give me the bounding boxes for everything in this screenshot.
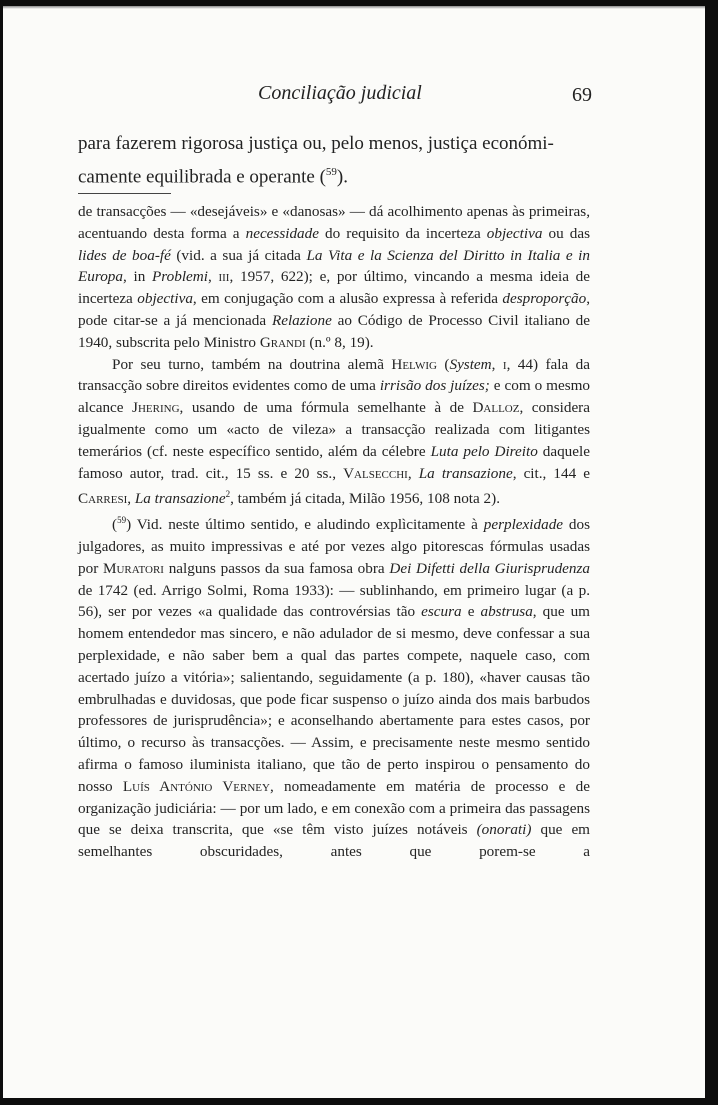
text-run: ( bbox=[112, 516, 118, 534]
text-run: necessidade bbox=[245, 224, 319, 242]
text-run: (n.º 8, 19). bbox=[305, 333, 374, 351]
footnote-separator bbox=[78, 193, 171, 194]
running-head-title: Conciliação judicial bbox=[258, 82, 422, 104]
main-text-line-2-end: ). bbox=[336, 166, 348, 188]
text-run: , também já citada, Milão 1956, 108 nota 2). bbox=[230, 490, 500, 508]
text-run: La transazione bbox=[134, 490, 226, 508]
text-run: escura bbox=[421, 603, 462, 621]
text-run: (vid. a sua já citada bbox=[170, 246, 307, 264]
text-run: , 44) fala da transacção sobre direitos evidentes como de uma bbox=[78, 355, 591, 395]
text-run: Problemi bbox=[152, 268, 208, 286]
text-run: Por seu turno, também na doutrina alemã bbox=[112, 355, 392, 373]
text-run: , pode citar-se a já mencionada bbox=[78, 290, 590, 329]
text-run: Dei Difetti della Giurisprudenza bbox=[389, 559, 591, 577]
footnote-58-continued bbox=[78, 201, 590, 354]
text-run: de transacções — «desejáveis» e «danosas» — dá acolhimento apenas às primeiras, acentuando desta forma a bbox=[78, 203, 590, 242]
book-page bbox=[3, 6, 705, 1098]
text-run: que em semelhantes obscuridades, antes que porem-se a bbox=[78, 821, 590, 861]
text-run: , bbox=[407, 464, 419, 482]
text-run: ao Código de Processo Civil italiano de 1940, subscrita pelo Ministro bbox=[78, 311, 591, 351]
text-run: , in bbox=[123, 268, 153, 286]
text-run: , usando de uma fórmula semelhante à de bbox=[179, 399, 473, 417]
text-run: desproporção bbox=[502, 290, 587, 308]
page-number: 69 bbox=[572, 84, 592, 106]
text-run: irrisão dos juízes; bbox=[379, 377, 490, 395]
text-run: e bbox=[461, 603, 481, 621]
text-run: Luís António Verney bbox=[122, 777, 270, 795]
text-run: iii bbox=[218, 268, 230, 286]
text-run: ) Vid. neste último sentido, e aludindo explìcitamente à bbox=[126, 516, 484, 534]
scan-edge-shadow bbox=[3, 6, 705, 9]
text-run: , considera igualmente como um «acto de vileza» a transacção realizada com litigantes temerários (cf. neste específico sentido, além da célebre bbox=[78, 399, 590, 460]
text-run: objectiva bbox=[486, 224, 543, 242]
footnote-number-59: 59 bbox=[117, 515, 127, 526]
text-run: La transazione bbox=[418, 464, 513, 482]
text-run: i bbox=[502, 355, 507, 373]
text-run: , bbox=[491, 355, 503, 373]
text-run: Relazione bbox=[271, 311, 332, 329]
text-run: , que um homem entendedor mas sincero, e não adulador de si mesmo, deve confessar a sua perplexidade, e não saber bem a qual das partes compete, naquele caso, com acertado juízo a vitória»; salientando, seguidamente (a p. 180), «haver causas tão embrulhadas e duvidosas, que pode ficar suspenso o juízo ainda dos mais barbudos professores de jurisprudência»; e aconselhando abertamente para estes casos, por último, o recurso às transacções. — Assim, e precisamente neste mesmo sentido afirma o famoso iluminista italiano, que tão de perto inspirou o pensamento do nosso bbox=[78, 603, 590, 795]
text-run: (onorati) bbox=[476, 821, 532, 839]
text-run: dos julgadores, as muito impressivas e até por vezes algo pitorescas fórmulas usadas por bbox=[78, 516, 590, 577]
text-run: abstrusa bbox=[480, 603, 533, 621]
text-run: Luta pelo Direito bbox=[430, 442, 538, 460]
text-run: Carresi bbox=[78, 490, 128, 508]
text-run: Valsecchi bbox=[343, 464, 408, 482]
text-run: La Vita e la Scienza del Diritto in Italia e in Europa bbox=[78, 246, 590, 286]
main-text-line-1: para fazerem rigorosa justiça ou, pelo menos, justiça económi- bbox=[78, 133, 554, 154]
text-run: nalguns passos da sua famosa obra bbox=[163, 559, 390, 577]
text-run: perplexidade bbox=[483, 516, 564, 534]
text-run: , bbox=[127, 490, 135, 508]
text-run: Grandi bbox=[259, 333, 306, 351]
main-text-paragraph bbox=[78, 129, 590, 191]
edition-superscript: 2 bbox=[225, 489, 231, 500]
text-run: objectiva bbox=[137, 290, 193, 308]
main-text-line-2: camente equilibrada e operante ( bbox=[78, 166, 326, 188]
text-run: Helwig bbox=[391, 355, 437, 373]
text-run: ou das bbox=[542, 224, 590, 242]
text-run: Muratori bbox=[102, 559, 164, 577]
text-run: System bbox=[449, 355, 492, 373]
text-run: lides de boa-fé bbox=[78, 246, 171, 264]
text-run: ( bbox=[436, 355, 450, 373]
footnote-59 bbox=[78, 510, 590, 863]
text-run: do requisito da incerteza bbox=[319, 224, 487, 242]
footnote-58-paragraph-2 bbox=[78, 354, 590, 511]
footnotes-area bbox=[78, 201, 590, 863]
text-run: Dalloz bbox=[472, 399, 520, 417]
footnote-reference-59: 59 bbox=[325, 166, 337, 178]
text-run: , cit., 144 e bbox=[512, 464, 591, 482]
text-run: , em conjugação com a alusão expressa à referida bbox=[192, 290, 503, 308]
text-run: daquele famoso autor, trad. cit., 15 ss. e 20 ss., bbox=[78, 442, 590, 482]
text-run: e com o mesmo alcance bbox=[78, 377, 591, 417]
text-run: , nomeadamente em matéria de processo e de organização judiciária: — por um lado, e em conexão com a primeira das passagens que se deixa transcrita, que «se têm visto juízes notáveis bbox=[78, 777, 590, 839]
running-head bbox=[3, 82, 705, 112]
text-run: Jhering bbox=[132, 399, 180, 417]
text-run: , bbox=[207, 268, 219, 286]
text-run: , 1957, 622); e, por último, vincando a mesma ideia de incerteza bbox=[78, 268, 591, 308]
text-run: de 1742 (ed. Arrigo Solmi, Roma 1933): — sublinhando, em primeiro lugar (a p. 56), ser por vezes «a qualidade das controvérsias tão bbox=[78, 581, 590, 621]
